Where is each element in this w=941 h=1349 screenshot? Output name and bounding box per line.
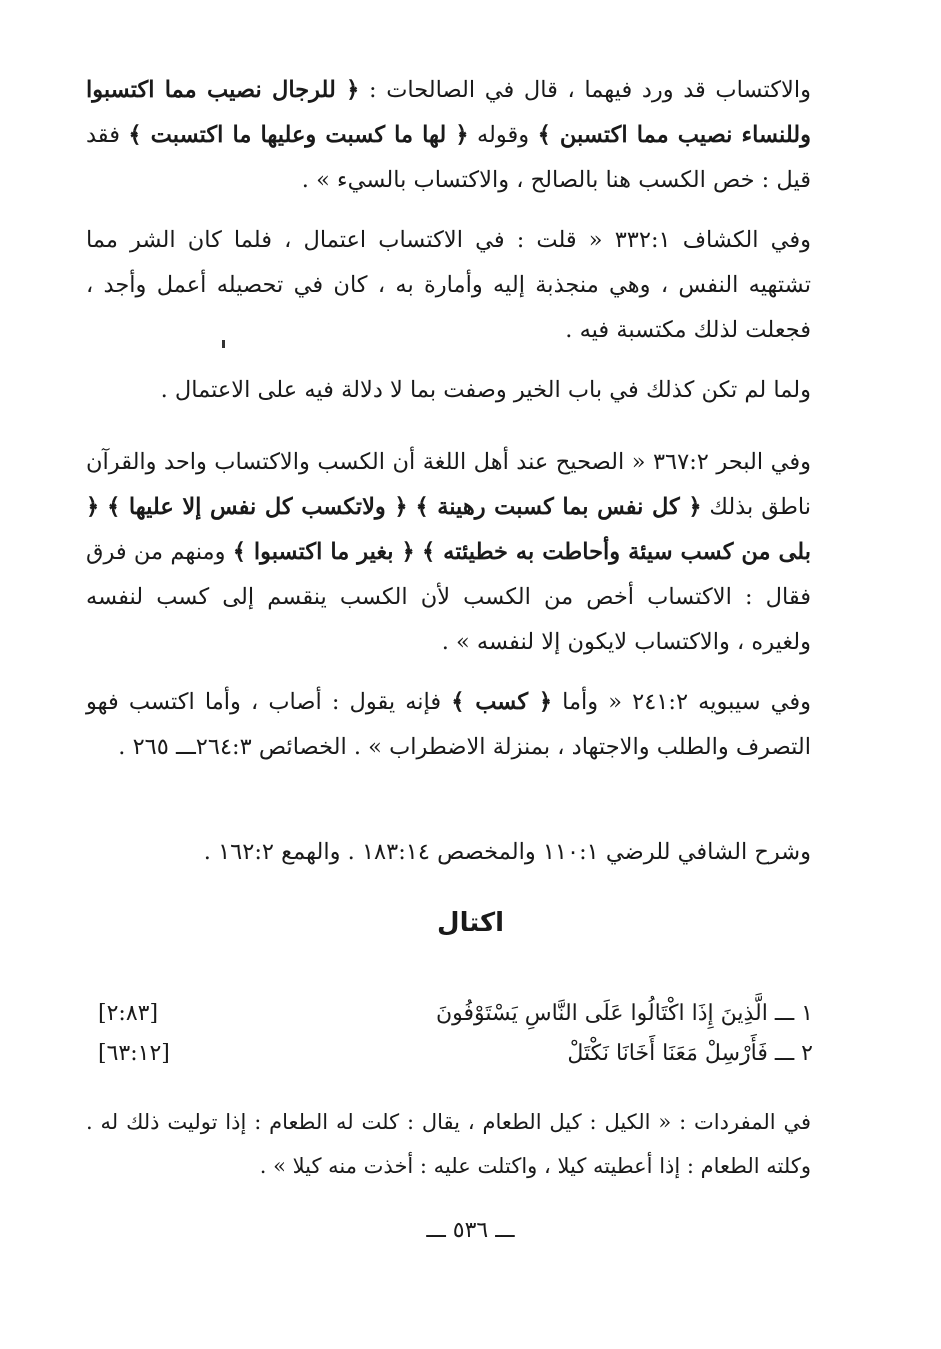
- verse-text: ١ ـــ الَّذِينَ إِذَا اكْتَالُوا عَلَى النَّاسِ يَسْتَوْفُونَ: [435, 1001, 813, 1026]
- text-run: [415, 539, 422, 565]
- verse-line: [98, 994, 813, 1034]
- quran-quote: ﴿ ولاتكسب كل نفس إلا عليها ﴾: [107, 494, 408, 520]
- quran-quote: ﴿ للرجال نصيب مما اكتسبوا وللنساء نصيب مما اكتسبن ﴾: [86, 77, 811, 148]
- text-run: [99, 494, 107, 520]
- verse-reference: [٢:٨٣]: [98, 1001, 159, 1026]
- paragraph-khayr: ولما لم تكن كذلك في باب الخير وصفت بما لا دلالة فيه على الاعتمال .: [160, 377, 811, 403]
- text-run: فإنه يقول : أصاب ، وأما اكتسب فهو التصرف والطلب والاجتهاد ، بمنزلة الاضطراب » . الخصائص ٢٦٤:٣ـــ ٢٦٥ .: [86, 689, 811, 760]
- text-run: وفي سيبويه ٢٤١:٢ « وأما: [552, 689, 811, 715]
- section-heading: اكتال: [437, 908, 504, 938]
- quran-quote: ﴿ لها ما كسبت وعليها ما اكتسبت ﴾: [128, 122, 469, 148]
- verse-reference: [٦٣:١٢]: [98, 1041, 170, 1066]
- text-run: والاكتساب قد ورد فيهما ، قال في الصالحات :: [359, 77, 811, 103]
- text-run: وفي البحر ٣٦٧:٢ « الصحيح عند أهل اللغة أن الكسب والاكتساب واحد والقرآن ناطق بذلك: [86, 449, 811, 520]
- text-run: فقد قيل : خص الكسب هنا بالصالح ، والاكتساب بالسيء » .: [86, 122, 811, 193]
- quran-quote: ﴿ بغير ما اكتسبوا ﴾: [232, 539, 415, 565]
- paragraph-references: وشرح الشافي للرضي ١١٠:١ والمخصص ١٨٣:١٤ . والهمع ١٦٢:٢ .: [203, 839, 811, 865]
- paragraph-kasaba-saalihaat: [86, 68, 811, 203]
- quran-quote: ﴿ كل نفس بما كسبت رهينة ﴾: [415, 494, 702, 520]
- quran-quote: ﴿ كسب ﴾: [451, 689, 553, 715]
- text-run: وقوله: [468, 122, 538, 148]
- verse-line: [98, 1034, 813, 1074]
- paragraph-mufradat: في المفردات : « الكيل : كيل الطعام ، يقال : كلت له الطعام : إذا توليت ذلك له . وكلته الطعام : إذا أعطيته كيلا ، واكتلت عليه : أخذت منه كيلا » .: [86, 1110, 811, 1178]
- paragraph-sibawayh: [86, 680, 811, 770]
- paragraph-bahr: [86, 440, 811, 665]
- page-number: ـــ ٥٣٦ ـــ: [426, 1218, 515, 1243]
- quran-quote: ﴿ بلى من كسب سيئة وأحاطت به خطيئته ﴾: [86, 494, 811, 565]
- verse-text: ٢ ـــ فَأَرْسِلْ مَعَنَا أَخَانَا نَكْتَلْ: [567, 1041, 813, 1066]
- text-run: ومنهم من فرق فقال : الاكتساب أخص من الكسب لأن الكسب ينقسم إلى كسب لنفسه ولغيره ، والاكتساب لايكون إلا لنفسه » .: [86, 539, 811, 655]
- stray-mark: [222, 340, 225, 348]
- paragraph-kashshaf: وفي الكشاف ٣٣٢:١ « قلت : في الاكتساب اعتمال ، فلما كان الشر مما تشتهيه النفس ، وهي منجذبة إليه وأمارة به ، كان في تحصيله أعمل وأجد ، فجعلت لذلك مكتسبة فيه .: [86, 227, 811, 343]
